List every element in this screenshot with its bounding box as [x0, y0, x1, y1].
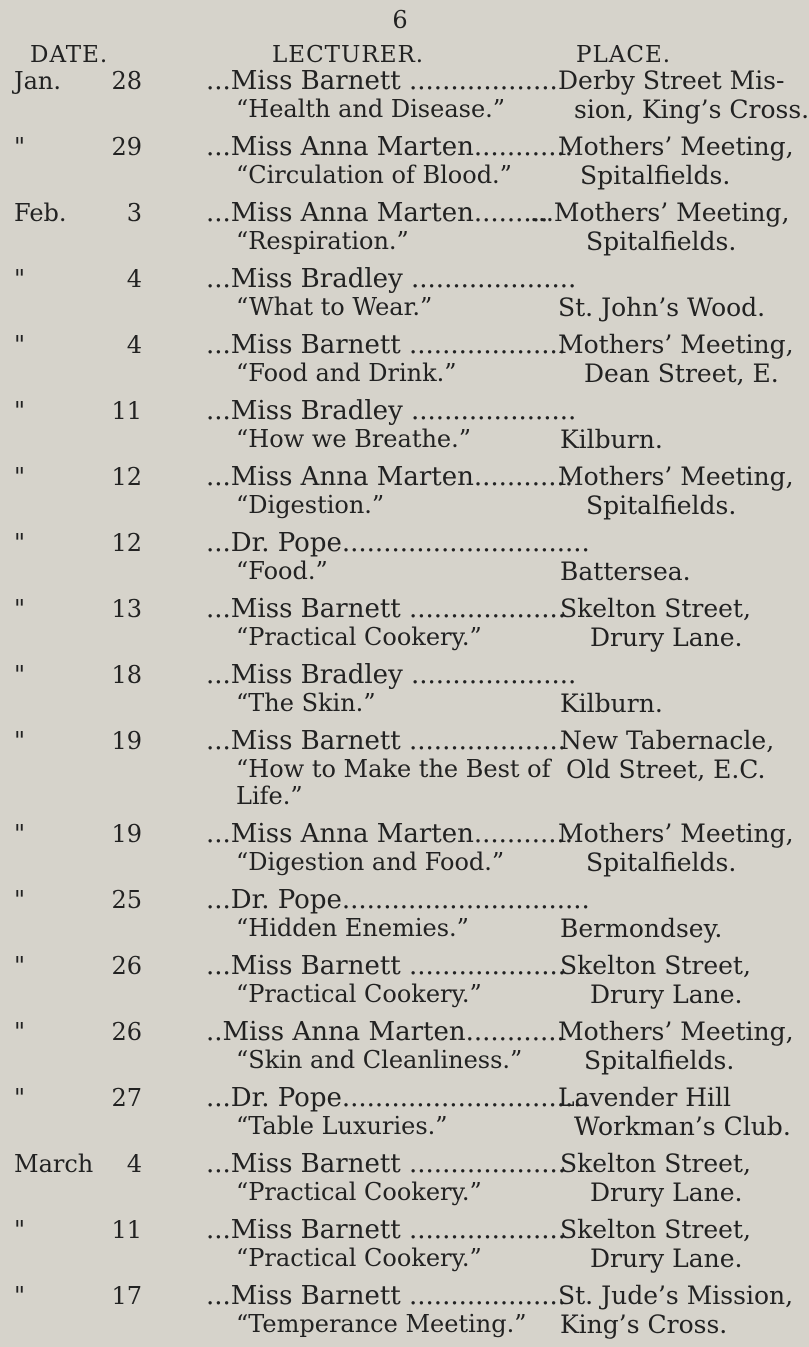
lecturer-name: ...Miss Anna Marten............ — [206, 462, 574, 492]
place-line-2: Drury Lane. — [590, 1244, 743, 1273]
date-column-header: DATE. — [30, 42, 109, 68]
date-day: 26 — [111, 952, 142, 980]
date-day: 29 — [111, 133, 142, 161]
place-line-1: Skelton Street, — [560, 951, 751, 980]
date-day: 25 — [111, 886, 142, 914]
lecture-row — [0, 660, 800, 726]
place-line-2: sion, King’s Cross. — [574, 95, 809, 124]
lecture-row — [0, 594, 800, 660]
lecturer-name: ...Dr. Pope.............................. — [206, 528, 590, 558]
lecture-row — [0, 1215, 800, 1281]
lecturer-name: ...Miss Barnett .................. — [206, 66, 558, 96]
lecture-row — [0, 726, 800, 819]
date-month: " — [14, 1018, 26, 1046]
lecture-topic: “Skin and Cleanliness.” — [236, 1046, 523, 1074]
date-month: Jan. — [14, 67, 62, 95]
lecturer-name: ...Miss Barnett ................... — [206, 726, 567, 756]
date-day: 11 — [111, 397, 142, 425]
lecture-row — [0, 1149, 800, 1215]
lecture-row — [0, 1083, 800, 1149]
place-line-2: Workman’s Club. — [574, 1112, 791, 1141]
place-line-1: Skelton Street, — [560, 1149, 751, 1178]
lecture-topic: “Practical Cookery.” — [236, 1178, 482, 1206]
lecture-topic: “What to Wear.” — [236, 293, 433, 321]
lecturer-name: ...Miss Barnett ................... — [206, 594, 567, 624]
date-day: 12 — [111, 463, 142, 491]
date-month: " — [14, 529, 26, 557]
lecture-row — [0, 1281, 800, 1347]
date-day: 19 — [111, 727, 142, 755]
place-line-2: Dean Street, E. — [584, 359, 779, 388]
date-month: " — [14, 886, 26, 914]
date-day: 4 — [126, 331, 142, 359]
lecture-list — [0, 66, 809, 1347]
place-line-2: Spitalfields. — [580, 161, 731, 190]
date-month: " — [14, 265, 26, 293]
lecture-row — [0, 885, 800, 951]
lecture-topic: “Digestion.” — [236, 491, 385, 519]
lecture-topic: “How to Make the Best of Life.” — [236, 755, 551, 810]
place-line-1: Derby Street Mis- — [558, 66, 785, 95]
lecturer-name: ...Miss Anna Marten............ — [206, 819, 574, 849]
date-day: 27 — [111, 1084, 142, 1112]
lecture-row — [0, 1017, 800, 1083]
lecturer-name: ...Miss Barnett ................... — [206, 330, 567, 360]
date-month: " — [14, 727, 26, 755]
date-month: " — [14, 331, 26, 359]
date-month: " — [14, 820, 26, 848]
place-line-2: Bermondsey. — [560, 914, 723, 943]
date-day: 18 — [111, 661, 142, 689]
lecturer-name: ...Miss Barnett ................... — [206, 1215, 567, 1245]
place-line-1: St. Jude’s Mission, — [558, 1281, 794, 1310]
lecture-topic: “Practical Cookery.” — [236, 623, 482, 651]
lecturer-name: ...Miss Bradley .................... — [206, 660, 577, 690]
place-line-1: Mothers’ Meeting, — [558, 330, 794, 359]
date-month: Feb. — [14, 199, 67, 227]
place-line-2: Battersea. — [560, 557, 691, 586]
lecture-topic: “How we Breathe.” — [236, 425, 472, 453]
place-line-1: Mothers’ Meeting, — [558, 462, 794, 491]
place-line-1: Mothers’ Meeting, — [558, 819, 794, 848]
date-day: 17 — [111, 1282, 142, 1310]
lecture-row — [0, 951, 800, 1017]
lecture-topic: “Digestion and Food.” — [236, 848, 505, 876]
lecture-topic: “Circulation of Blood.” — [236, 161, 512, 189]
place-line-1: Skelton Street, — [560, 1215, 751, 1244]
date-month: " — [14, 1084, 26, 1112]
lecture-row — [0, 819, 800, 885]
lecture-topic: “Hidden Enemies.” — [236, 914, 469, 942]
lecture-row — [0, 198, 800, 264]
date-month: " — [14, 397, 26, 425]
lecturer-name: ...Miss Barnett ................... — [206, 1149, 567, 1179]
date-month: " — [14, 463, 26, 491]
date-month: " — [14, 661, 26, 689]
lecturer-name: ...Miss Barnett ................... — [206, 1281, 567, 1311]
date-day: 12 — [111, 529, 142, 557]
place-line-2: Spitalfields. — [584, 1046, 735, 1075]
lecture-row — [0, 66, 809, 132]
lecturer-name: ...Miss Bradley .................... — [206, 396, 577, 426]
place-line-2: St. John’s Wood. — [558, 293, 766, 322]
place-column-header: PLACE. — [576, 42, 672, 68]
lecture-row — [0, 330, 800, 396]
place-line-2: Spitalfields. — [586, 848, 737, 877]
lecturer-name: ...Miss Barnett ................... — [206, 951, 567, 981]
lecture-topic: “Practical Cookery.” — [236, 1244, 482, 1272]
place-line-2: Drury Lane. — [590, 623, 743, 652]
lecturer-name: ...Dr. Pope.............................. — [206, 1083, 590, 1113]
lecture-row — [0, 528, 800, 594]
date-month: " — [14, 1282, 26, 1310]
date-month: " — [14, 133, 26, 161]
date-day: 26 — [111, 1018, 142, 1046]
lecturer-column-header: LECTURER. — [272, 42, 425, 68]
lecturer-name: ...Miss Bradley .................... — [206, 264, 577, 294]
lecturer-name: ..Miss Anna Marten............ — [206, 1017, 565, 1047]
place-line-1: Mothers’ Meeting, — [558, 132, 794, 161]
lecturer-name: ...Miss Anna Marten............ — [206, 132, 574, 162]
date-day: 13 — [111, 595, 142, 623]
date-month: " — [14, 1216, 26, 1244]
place-line-1: New Tabernacle, — [560, 726, 775, 755]
place-line-2: Spitalfields. — [586, 491, 737, 520]
lecturer-name: ...Dr. Pope.............................. — [206, 885, 590, 915]
date-month: " — [14, 952, 26, 980]
lecture-row — [0, 396, 800, 462]
place-line-1: Lavender Hill — [558, 1083, 732, 1112]
place-line-1: Mothers’ Meeting, — [558, 1017, 794, 1046]
place-line-1: Skelton Street, — [560, 594, 751, 623]
lecture-topic: “Health and Disease.” — [236, 95, 506, 123]
date-month: " — [14, 595, 26, 623]
date-day: 28 — [111, 67, 142, 95]
lecture-topic: “Respiration.” — [236, 227, 409, 255]
lecture-row — [0, 132, 800, 198]
place-line-2: Kilburn. — [560, 425, 663, 454]
lecture-topic: “Temperance Meeting.” — [236, 1310, 527, 1338]
lecture-topic: “Food and Drink.” — [236, 359, 457, 387]
date-day: 4 — [126, 1150, 142, 1178]
lecture-topic: “Practical Cookery.” — [236, 980, 482, 1008]
place-line-2: Drury Lane. — [590, 1178, 743, 1207]
lecture-topic: “The Skin.” — [236, 689, 376, 717]
lecture-topic: “Table Luxuries.” — [236, 1112, 448, 1140]
lecturer-name: ...Miss Anna Marten......... — [206, 198, 549, 228]
place-line-2: Spitalfields. — [586, 227, 737, 256]
lecture-row — [0, 264, 800, 330]
date-day: 4 — [126, 265, 142, 293]
lecture-topic: “Food.” — [236, 557, 328, 585]
date-month: March — [14, 1150, 94, 1178]
date-day: 11 — [111, 1216, 142, 1244]
place-line-2: Kilburn. — [560, 689, 663, 718]
date-day: 3 — [126, 199, 142, 227]
place-line-1: ...Mothers’ Meeting, — [530, 198, 790, 227]
place-line-2: King’s Cross. — [560, 1310, 728, 1339]
place-line-2: Drury Lane. — [590, 980, 743, 1009]
place-line-2: Old Street, E.C. — [566, 755, 766, 784]
lecture-row — [0, 462, 800, 528]
date-day: 19 — [111, 820, 142, 848]
page-number: 6 — [392, 6, 408, 34]
